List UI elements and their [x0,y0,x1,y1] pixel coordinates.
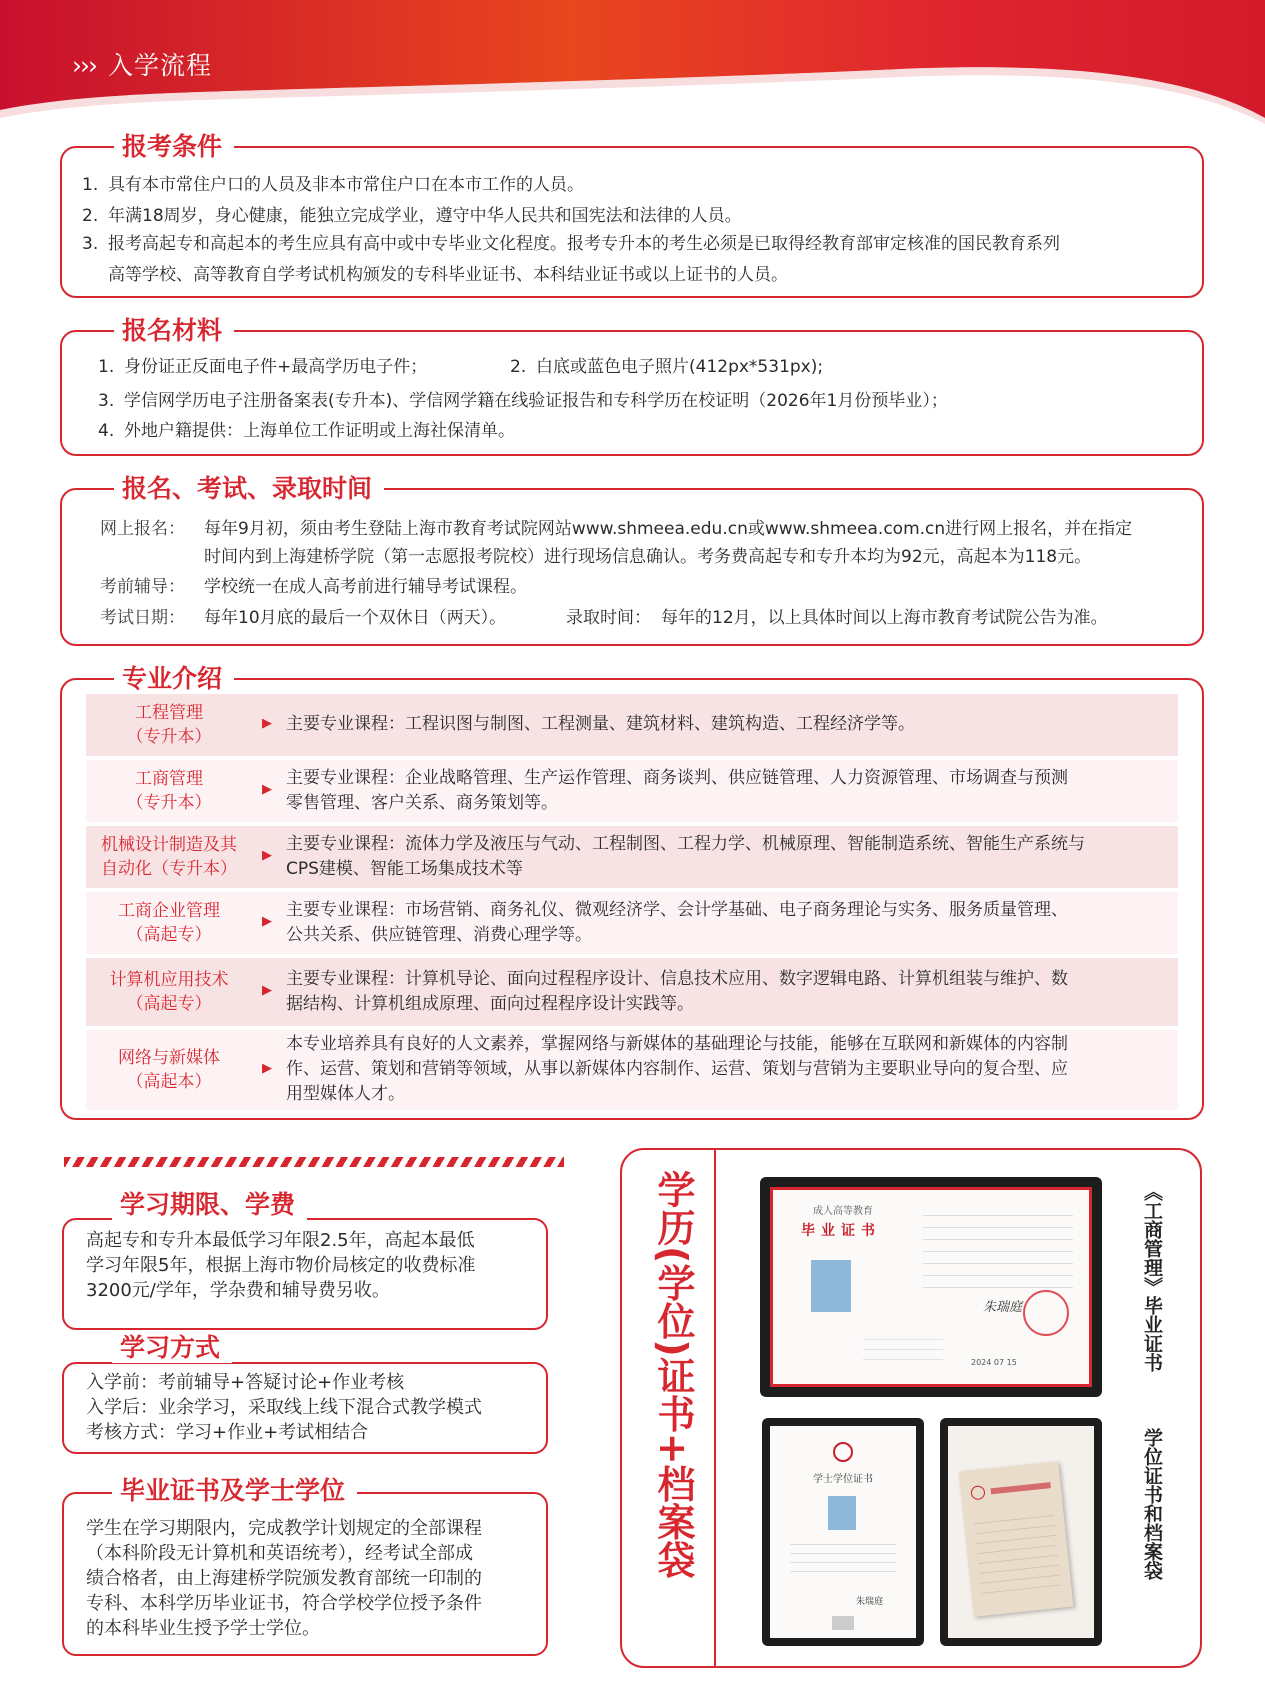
major-name: 机械设计制造及其 自动化（专升本） [101,835,237,879]
material-item: 3. 学信网学历电子注册备案表(专升本)、学信网学籍在线验证报告和专科学历在校证明（2026年1月份预毕业）； [98,391,948,411]
major-desc: 主要专业课程：流体力学及液压与气动、工程制图、工程力学、机械原理、智能制造系统、智能生产系统与 CPS建模、智能工场集成技术等 [286,834,1085,879]
material-item: 2. 白底或蓝色电子照片(412px*531px); [510,357,824,377]
condition-item: 3. 报考高起专和高起本的考生应具有高中或中专毕业文化程度。报考专升本的考生必须是已取得经教育部审定核准的国民教育系列 [82,234,1060,254]
major-desc: 主要专业课程：企业战略管理、生产运作管理、商务谈判、供应链管理、人力资源管理、市场调查与预测 零售管理、客户关系、商务策划等。 [286,768,1068,813]
major-desc: 本专业培养具有良好的人文素养，掌握网络与新媒体的基础理论与技能，能够在互联网和新媒体的内容制 作、运营、策划和营销等领域，从事以新媒体内容制作、运营、策划与营销为主要职业导向的复合型、应 用型媒体人才。 [286,1034,1068,1104]
schedule-exam: 考试日期： 每年10月底的最后一个双休日（两天）。 [100,608,507,628]
panel-divider [714,1148,716,1668]
degree-certificate-image [762,1418,924,1646]
major-row [86,760,1178,822]
materials-title: 报名材料 [114,316,234,346]
major-row [86,1030,1178,1110]
certificate-vertical-title: 学历(学位)证书+档案袋 [651,1170,695,1579]
archive-bag-image [940,1418,1102,1646]
condition-item-continuation: 高等学校、高等教育自学考试机构颁发的专科毕业证书、本科结业证书或以上证书的人员。 [108,265,788,285]
photo-placeholder [811,1260,851,1312]
condition-item: 2. 年满18周岁，身心健康，能独立完成学业，遵守中华人民共和国宪法和法律的人员。 [82,206,742,226]
major-name: 计算机应用技术 （高起专） [109,970,229,1014]
major-desc: 主要专业课程：计算机导论、面向过程程序设计、信息技术应用、数字逻辑电路、计算机组装与维护、数 据结构、计算机组成原理、面向过程程序设计实践等。 [286,969,1068,1014]
diploma-date: 2024 07 15 [971,1358,1017,1367]
material-item: 4. 外地户籍提供：上海单位工作证明或上海社保清单。 [98,421,515,441]
arrow-icon: ▶ [262,1061,272,1076]
degree-signature: 朱瑞庭 [856,1597,884,1607]
material-item: 1. 身份证正反面电子件+最高学历电子件； [98,357,428,377]
archive-envelope [959,1461,1074,1617]
diploma-title: 毕业证书 [801,1223,881,1239]
diploma-caption: 《工商管理》毕业证书 [1141,1182,1163,1372]
major-row [86,694,1178,756]
arrow-icon: ▶ [262,848,272,863]
arrow-icon: ▶ [262,983,272,998]
diploma-signature: 朱瑞庭 [983,1300,1023,1315]
degree-text: 学生在学习期限内，完成教学计划规定的全部课程 （本科阶段无计算机和英语统考），经考试全部成 绩合格者，由上海建桥学院颁发教育部统一印制的 专科、本科学历毕业证书，符合学校学位授予条件 的本科毕业生授予学士学位。 [86,1518,482,1639]
diploma-image [760,1177,1102,1397]
header-title [72,46,212,82]
condition-item: 1. 具有本市常住户口的人员及非本市常住户口在本市工作的人员。 [82,175,584,195]
diploma-header: 成人高等教育 [813,1206,873,1217]
school-emblem-icon [833,1442,853,1462]
degree-title: 毕业证书及学士学位 [112,1476,357,1506]
study-title: 学习方式 [112,1333,232,1363]
major-row [86,892,1178,954]
seal-icon [1023,1290,1069,1336]
degree-caption: 学位证书和档案袋 [1141,1428,1163,1580]
photo-placeholder [828,1496,856,1530]
schedule-online: 网上报名： 每年9月初，须由考生登陆上海市教育考试院网站www.shmeea.edu.cn或www.shmeea.com.cn进行网上报名，并在指定 [100,519,1133,539]
major-name: 工商管理 （专升本） [126,769,212,813]
arrow-icon: ▶ [262,716,272,731]
major-row [86,826,1178,888]
major-row [86,958,1178,1026]
degree-title-text: 学士学位证书 [813,1474,873,1485]
page-header [0,0,1265,130]
schedule-online-continuation: 时间内到上海建桥学院（第一志愿报考院校）进行现场信息确认。考务费高起专和专升本均为92元，高起本为118元。 [204,547,1092,567]
duration-title: 学习期限、学费 [112,1190,307,1220]
major-name: 网络与新媒体 （高起本） [118,1048,220,1092]
schedule-tutor: 考前辅导： 学校统一在成人高考前进行辅导考试课程。 [100,577,527,597]
arrow-icon: ▶ [262,914,272,929]
qr-code-icon [832,1616,854,1630]
schedule-admit: 录取时间： 每年的12月，以上具体时间以上海市教育考试院公告为准。 [566,608,1108,628]
majors-title: 专业介绍 [114,664,234,694]
dashed-divider [64,1157,564,1167]
major-name: 工程管理 （专升本） [126,703,212,747]
schedule-title: 报名、考试、录取时间 [114,474,384,504]
chevrons-icon: ››› [72,51,96,80]
major-desc: 主要专业课程：工程识图与制图、工程测量、建筑材料、建筑构造、工程经济学等。 [286,714,915,734]
header-title-text: 入学流程 [108,51,213,80]
conditions-title: 报考条件 [114,132,234,162]
arrow-icon: ▶ [262,782,272,797]
school-emblem-icon [970,1485,985,1500]
major-name: 工商企业管理 （高起专） [118,901,220,945]
study-text: 入学前：考前辅导+答疑讨论+作业考核 入学后：业余学习，采取线上线下混合式教学模式 考核方式：学习+作业+考试相结合 [86,1372,482,1443]
duration-text: 高起专和专升本最低学习年限2.5年，高起本最低 学习年限5年，根据上海市物价局核定的收费标准 3200元/学年，学杂费和辅导费另收。 [86,1230,476,1301]
major-desc: 主要专业课程：市场营销、商务礼仪、微观经济学、会计学基础、电子商务理论与实务、服务质量管理、 公共关系、供应链管理、消费心理学等。 [286,900,1068,945]
